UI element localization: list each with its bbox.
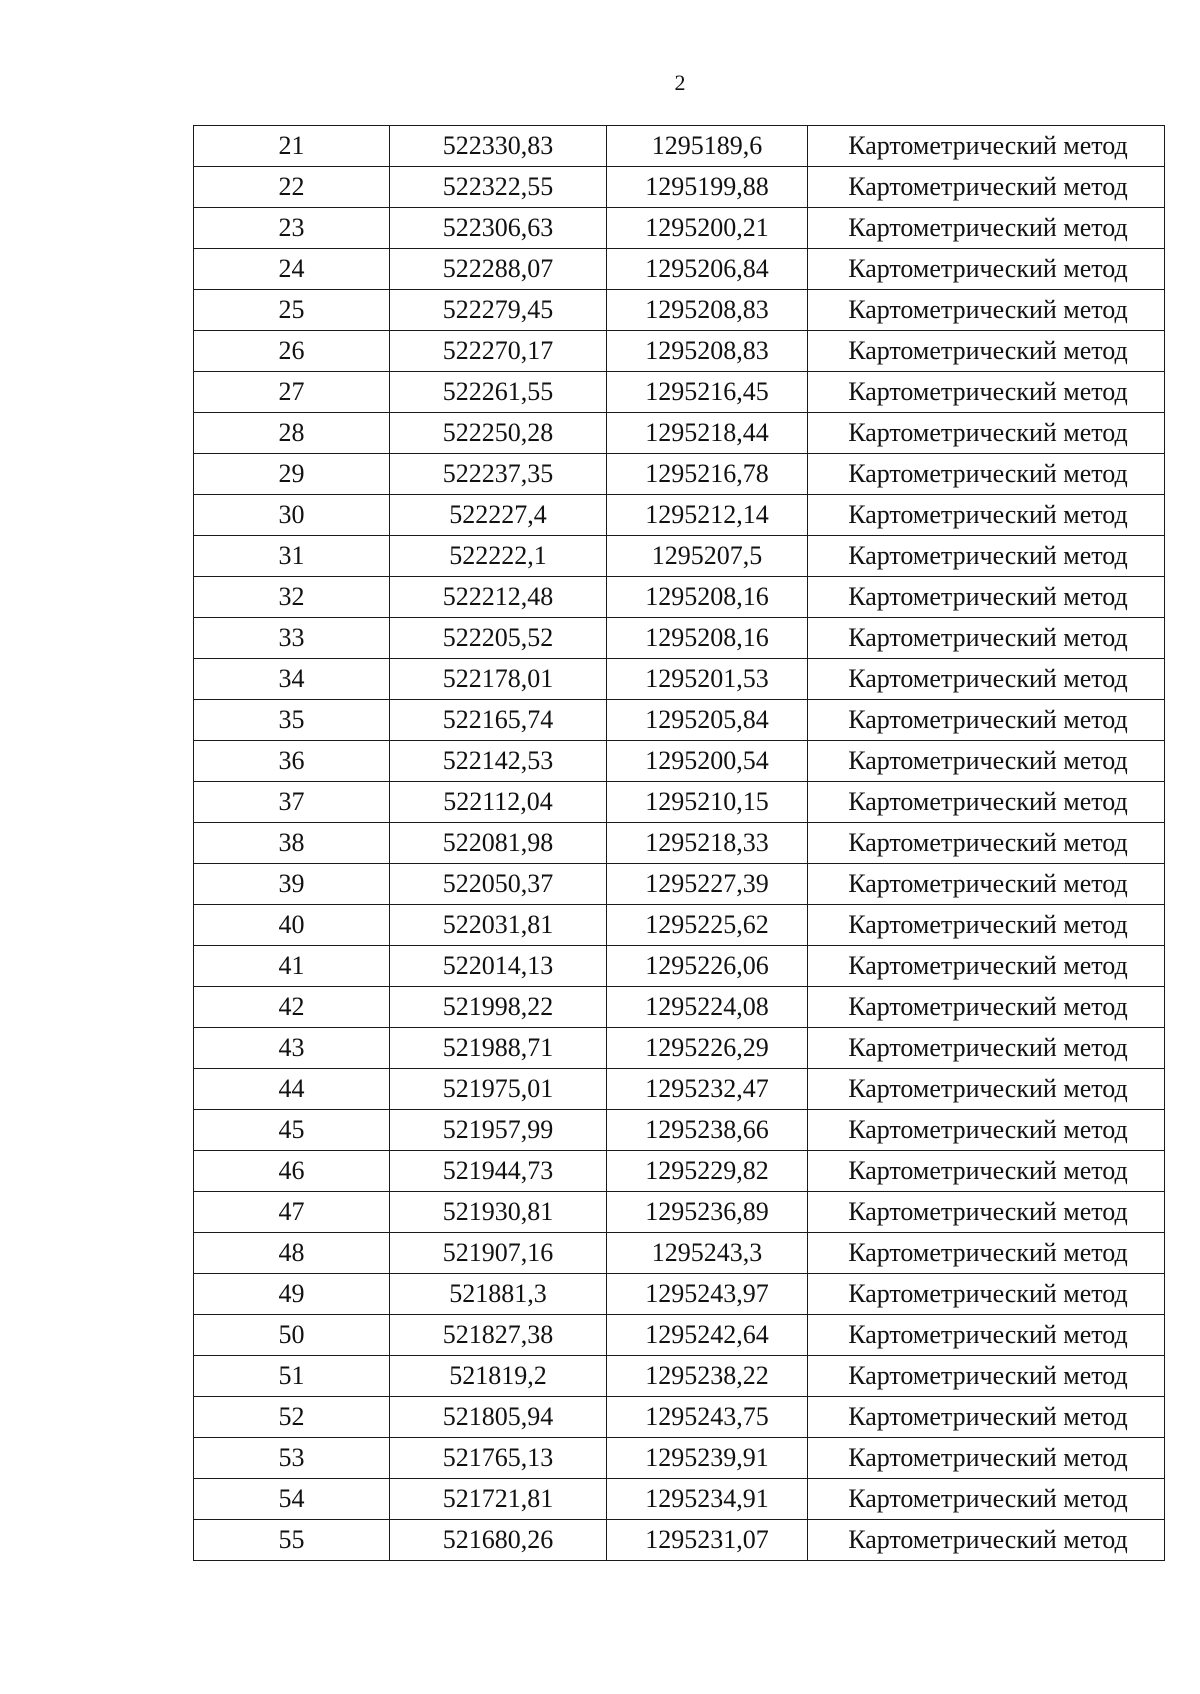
x-coordinate-cell: 522270,17: [390, 331, 607, 372]
method-cell: Картометрический метод: [808, 700, 1165, 741]
method-cell: Картометрический метод: [808, 946, 1165, 987]
y-coordinate-cell: 1295238,22: [607, 1356, 808, 1397]
table-row: [194, 1192, 1165, 1233]
x-coordinate-cell: 522142,53: [390, 741, 607, 782]
table-row: [194, 1356, 1165, 1397]
method-cell: Картометрический метод: [808, 290, 1165, 331]
point-number-cell: 52: [194, 1397, 390, 1438]
y-coordinate-cell: 1295201,53: [607, 659, 808, 700]
y-coordinate-cell: 1295236,89: [607, 1192, 808, 1233]
method-cell: Картометрический метод: [808, 577, 1165, 618]
point-number-cell: 54: [194, 1479, 390, 1520]
point-number-cell: 40: [194, 905, 390, 946]
method-cell: Картометрический метод: [808, 1479, 1165, 1520]
table-row: [194, 249, 1165, 290]
x-coordinate-cell: 521975,01: [390, 1069, 607, 1110]
method-cell: Картометрический метод: [808, 126, 1165, 167]
method-cell: Картометрический метод: [808, 864, 1165, 905]
point-number-cell: 51: [194, 1356, 390, 1397]
point-number-cell: 53: [194, 1438, 390, 1479]
y-coordinate-cell: 1295200,21: [607, 208, 808, 249]
y-coordinate-cell: 1295243,3: [607, 1233, 808, 1274]
table-row: [194, 700, 1165, 741]
method-cell: Картометрический метод: [808, 1151, 1165, 1192]
point-number-cell: 33: [194, 618, 390, 659]
x-coordinate-cell: 521998,22: [390, 987, 607, 1028]
point-number-cell: 34: [194, 659, 390, 700]
y-coordinate-cell: 1295231,07: [607, 1520, 808, 1561]
method-cell: Картометрический метод: [808, 618, 1165, 659]
point-number-cell: 32: [194, 577, 390, 618]
table-row: [194, 1110, 1165, 1151]
point-number-cell: 31: [194, 536, 390, 577]
table-row: [194, 905, 1165, 946]
y-coordinate-cell: 1295207,5: [607, 536, 808, 577]
method-cell: Картометрический метод: [808, 823, 1165, 864]
y-coordinate-cell: 1295232,47: [607, 1069, 808, 1110]
x-coordinate-cell: 522261,55: [390, 372, 607, 413]
table-row: [194, 1315, 1165, 1356]
point-number-cell: 55: [194, 1520, 390, 1561]
x-coordinate-cell: 522212,48: [390, 577, 607, 618]
x-coordinate-cell: 522322,55: [390, 167, 607, 208]
y-coordinate-cell: 1295238,66: [607, 1110, 808, 1151]
table-row: [194, 495, 1165, 536]
method-cell: Картометрический метод: [808, 782, 1165, 823]
x-coordinate-cell: 521930,81: [390, 1192, 607, 1233]
point-number-cell: 37: [194, 782, 390, 823]
table-row: [194, 454, 1165, 495]
method-cell: Картометрический метод: [808, 1356, 1165, 1397]
x-coordinate-cell: 522031,81: [390, 905, 607, 946]
table-row: [194, 741, 1165, 782]
point-number-cell: 22: [194, 167, 390, 208]
table-row: [194, 782, 1165, 823]
x-coordinate-cell: 521765,13: [390, 1438, 607, 1479]
y-coordinate-cell: 1295208,16: [607, 577, 808, 618]
method-cell: Картометрический метод: [808, 659, 1165, 700]
method-cell: Картометрический метод: [808, 741, 1165, 782]
y-coordinate-cell: 1295199,88: [607, 167, 808, 208]
y-coordinate-cell: 1295205,84: [607, 700, 808, 741]
table-row: [194, 1520, 1165, 1561]
page-number: 2: [674, 70, 686, 95]
method-cell: Картометрический метод: [808, 249, 1165, 290]
table-row: [194, 331, 1165, 372]
y-coordinate-cell: 1295189,6: [607, 126, 808, 167]
x-coordinate-cell: 521680,26: [390, 1520, 607, 1561]
coordinates-table-body: [194, 126, 1165, 1561]
x-coordinate-cell: 521721,81: [390, 1479, 607, 1520]
y-coordinate-cell: 1295206,84: [607, 249, 808, 290]
point-number-cell: 30: [194, 495, 390, 536]
point-number-cell: 36: [194, 741, 390, 782]
method-cell: Картометрический метод: [808, 167, 1165, 208]
y-coordinate-cell: 1295243,75: [607, 1397, 808, 1438]
x-coordinate-cell: 522050,37: [390, 864, 607, 905]
x-coordinate-cell: 522222,1: [390, 536, 607, 577]
y-coordinate-cell: 1295243,97: [607, 1274, 808, 1315]
x-coordinate-cell: 522279,45: [390, 290, 607, 331]
table-row: [194, 1028, 1165, 1069]
method-cell: Картометрический метод: [808, 536, 1165, 577]
y-coordinate-cell: 1295225,62: [607, 905, 808, 946]
method-cell: Картометрический метод: [808, 372, 1165, 413]
table-row: [194, 1397, 1165, 1438]
table-row: [194, 536, 1165, 577]
point-number-cell: 23: [194, 208, 390, 249]
y-coordinate-cell: 1295208,16: [607, 618, 808, 659]
x-coordinate-cell: 522330,83: [390, 126, 607, 167]
y-coordinate-cell: 1295212,14: [607, 495, 808, 536]
x-coordinate-cell: 522081,98: [390, 823, 607, 864]
x-coordinate-cell: 522237,35: [390, 454, 607, 495]
point-number-cell: 35: [194, 700, 390, 741]
method-cell: Картометрический метод: [808, 1192, 1165, 1233]
point-number-cell: 50: [194, 1315, 390, 1356]
table-row: [194, 1479, 1165, 1520]
method-cell: Картометрический метод: [808, 1110, 1165, 1151]
y-coordinate-cell: 1295239,91: [607, 1438, 808, 1479]
table-row: [194, 659, 1165, 700]
method-cell: Картометрический метод: [808, 1315, 1165, 1356]
x-coordinate-cell: 522227,4: [390, 495, 607, 536]
point-number-cell: 27: [194, 372, 390, 413]
y-coordinate-cell: 1295224,08: [607, 987, 808, 1028]
y-coordinate-cell: 1295227,39: [607, 864, 808, 905]
x-coordinate-cell: 521881,3: [390, 1274, 607, 1315]
point-number-cell: 46: [194, 1151, 390, 1192]
method-cell: Картометрический метод: [808, 1397, 1165, 1438]
table-row: [194, 413, 1165, 454]
y-coordinate-cell: 1295218,44: [607, 413, 808, 454]
point-number-cell: 39: [194, 864, 390, 905]
table-row: [194, 1438, 1165, 1479]
method-cell: Картометрический метод: [808, 413, 1165, 454]
table-row: [194, 1274, 1165, 1315]
method-cell: Картометрический метод: [808, 1233, 1165, 1274]
y-coordinate-cell: 1295216,45: [607, 372, 808, 413]
x-coordinate-cell: 522288,07: [390, 249, 607, 290]
method-cell: Картометрический метод: [808, 1274, 1165, 1315]
x-coordinate-cell: 522112,04: [390, 782, 607, 823]
x-coordinate-cell: 521944,73: [390, 1151, 607, 1192]
x-coordinate-cell: 521805,94: [390, 1397, 607, 1438]
method-cell: Картометрический метод: [808, 208, 1165, 249]
table-row: [194, 126, 1165, 167]
point-number-cell: 24: [194, 249, 390, 290]
table-row: [194, 864, 1165, 905]
table-row: [194, 577, 1165, 618]
table-row: [194, 946, 1165, 987]
x-coordinate-cell: 522250,28: [390, 413, 607, 454]
point-number-cell: 44: [194, 1069, 390, 1110]
x-coordinate-cell: 522165,74: [390, 700, 607, 741]
table-row: [194, 1233, 1165, 1274]
point-number-cell: 41: [194, 946, 390, 987]
table-row: [194, 1151, 1165, 1192]
method-cell: Картометрический метод: [808, 1028, 1165, 1069]
table-row: [194, 1069, 1165, 1110]
coordinates-table: [193, 125, 1165, 1561]
x-coordinate-cell: 522205,52: [390, 618, 607, 659]
point-number-cell: 28: [194, 413, 390, 454]
x-coordinate-cell: 521907,16: [390, 1233, 607, 1274]
method-cell: Картометрический метод: [808, 331, 1165, 372]
y-coordinate-cell: 1295208,83: [607, 290, 808, 331]
method-cell: Картометрический метод: [808, 495, 1165, 536]
x-coordinate-cell: 521988,71: [390, 1028, 607, 1069]
point-number-cell: 47: [194, 1192, 390, 1233]
point-number-cell: 25: [194, 290, 390, 331]
y-coordinate-cell: 1295218,33: [607, 823, 808, 864]
table-row: [194, 208, 1165, 249]
point-number-cell: 48: [194, 1233, 390, 1274]
point-number-cell: 38: [194, 823, 390, 864]
point-number-cell: 42: [194, 987, 390, 1028]
y-coordinate-cell: 1295234,91: [607, 1479, 808, 1520]
point-number-cell: 29: [194, 454, 390, 495]
y-coordinate-cell: 1295200,54: [607, 741, 808, 782]
y-coordinate-cell: 1295210,15: [607, 782, 808, 823]
point-number-cell: 43: [194, 1028, 390, 1069]
point-number-cell: 49: [194, 1274, 390, 1315]
method-cell: Картометрический метод: [808, 905, 1165, 946]
method-cell: Картометрический метод: [808, 987, 1165, 1028]
x-coordinate-cell: 522178,01: [390, 659, 607, 700]
method-cell: Картометрический метод: [808, 1438, 1165, 1479]
point-number-cell: 26: [194, 331, 390, 372]
y-coordinate-cell: 1295226,29: [607, 1028, 808, 1069]
y-coordinate-cell: 1295208,83: [607, 331, 808, 372]
point-number-cell: 45: [194, 1110, 390, 1151]
point-number-cell: 21: [194, 126, 390, 167]
table-row: [194, 372, 1165, 413]
table-row: [194, 618, 1165, 659]
table-row: [194, 167, 1165, 208]
table-row: [194, 823, 1165, 864]
table-row: [194, 987, 1165, 1028]
x-coordinate-cell: 522306,63: [390, 208, 607, 249]
x-coordinate-cell: 521827,38: [390, 1315, 607, 1356]
x-coordinate-cell: 522014,13: [390, 946, 607, 987]
x-coordinate-cell: 521957,99: [390, 1110, 607, 1151]
method-cell: Картометрический метод: [808, 1069, 1165, 1110]
y-coordinate-cell: 1295226,06: [607, 946, 808, 987]
y-coordinate-cell: 1295216,78: [607, 454, 808, 495]
y-coordinate-cell: 1295229,82: [607, 1151, 808, 1192]
x-coordinate-cell: 521819,2: [390, 1356, 607, 1397]
method-cell: Картометрический метод: [808, 454, 1165, 495]
y-coordinate-cell: 1295242,64: [607, 1315, 808, 1356]
table-row: [194, 290, 1165, 331]
method-cell: Картометрический метод: [808, 1520, 1165, 1561]
